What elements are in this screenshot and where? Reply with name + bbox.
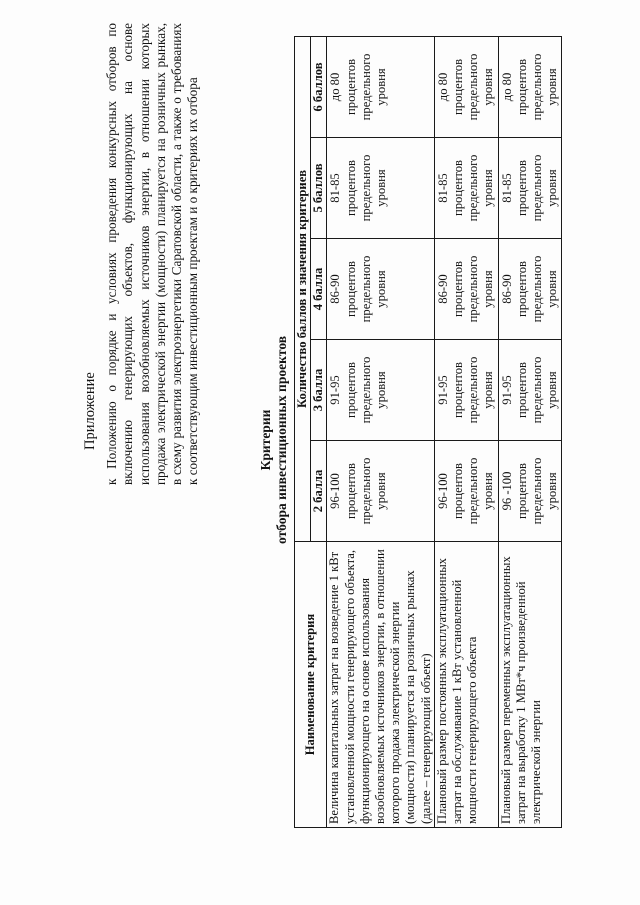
criterion-value: 91-95 процентов предельного уровня xyxy=(498,340,562,441)
criterion-value: 91-95 процентов предельного уровня xyxy=(327,340,434,441)
criterion-value: 96-100 процентов предельного уровня xyxy=(327,441,434,542)
column-header-name: Наименование критерия xyxy=(295,542,327,828)
appendix-text: к Положению о порядке и условиях проведения конкурсных отборов по включению генерирующих объектов, функционирующих на основе использования возобновляемых источников энергии, в отношении которых продажа электрической энергии (мощности) планируется на розничных рынках, в схему развития электроэнергетики Саратовской области, а также о требованиях к соответствующим инвестиционным проектам и о критериях их отбора xyxy=(104,23,201,485)
appendix-title: Приложение xyxy=(82,372,98,450)
score-header: 3 балла xyxy=(311,340,327,441)
table-header-row xyxy=(295,36,311,827)
criterion-value: 96-100 процентов предельного уровня xyxy=(434,441,498,542)
criterion-value: 86-90 процентов предельного уровня xyxy=(498,239,562,340)
criteria-title-line1: Критерии xyxy=(258,409,273,471)
criteria-title-line2: отбора инвестиционных проектов xyxy=(274,335,289,545)
criterion-value: 86-90 процентов предельного уровня xyxy=(327,239,434,340)
score-header: 4 балла xyxy=(311,239,327,340)
table-row xyxy=(434,36,498,827)
criterion-value: 81-85 процентов предельного уровня xyxy=(498,138,562,239)
criterion-value: до 80 процентов предельного уровня xyxy=(498,36,562,137)
score-header: 2 балла xyxy=(311,441,327,542)
criterion-value: до 80 процентов предельного уровня xyxy=(434,36,498,137)
criterion-value: 91-95 процентов предельного уровня xyxy=(434,340,498,441)
criterion-value: 86-90 процентов предельного уровня xyxy=(434,239,498,340)
criterion-name: Плановый размер постоянных эксплуатационных затрат на обслуживание 1 кВт установленной мощности генерирующего объекта xyxy=(434,542,498,828)
criteria-table xyxy=(294,36,562,828)
criterion-value: до 80 процентов предельного уровня xyxy=(327,36,434,137)
table-row xyxy=(327,36,434,827)
criterion-name: Величина капитальных затрат на возведение 1 кВт установленной мощности генерирующего объекта, функционирующего на основе использования возобновляемых источников энергии, в отношении которого продажа электрической энергии (мощности) планируется на розничных рынках (далее – генерирующий объект) xyxy=(327,542,434,828)
criteria-title xyxy=(258,275,290,605)
score-header: 5 баллов xyxy=(311,138,327,239)
score-header: 6 баллов xyxy=(311,36,327,137)
criterion-value: 96 -100 процентов предельного уровня xyxy=(498,441,562,542)
criterion-value: 81-85 процентов предельного уровня xyxy=(434,138,498,239)
table-row xyxy=(498,36,562,827)
criterion-name: Плановый размер переменных эксплуатационных затрат на выработку 1 МВт*ч произведенной электрической энергии xyxy=(498,542,562,828)
criterion-value: 81-85 процентов предельного уровня xyxy=(327,138,434,239)
column-group-header: Количество баллов и значения критериев xyxy=(295,36,311,541)
